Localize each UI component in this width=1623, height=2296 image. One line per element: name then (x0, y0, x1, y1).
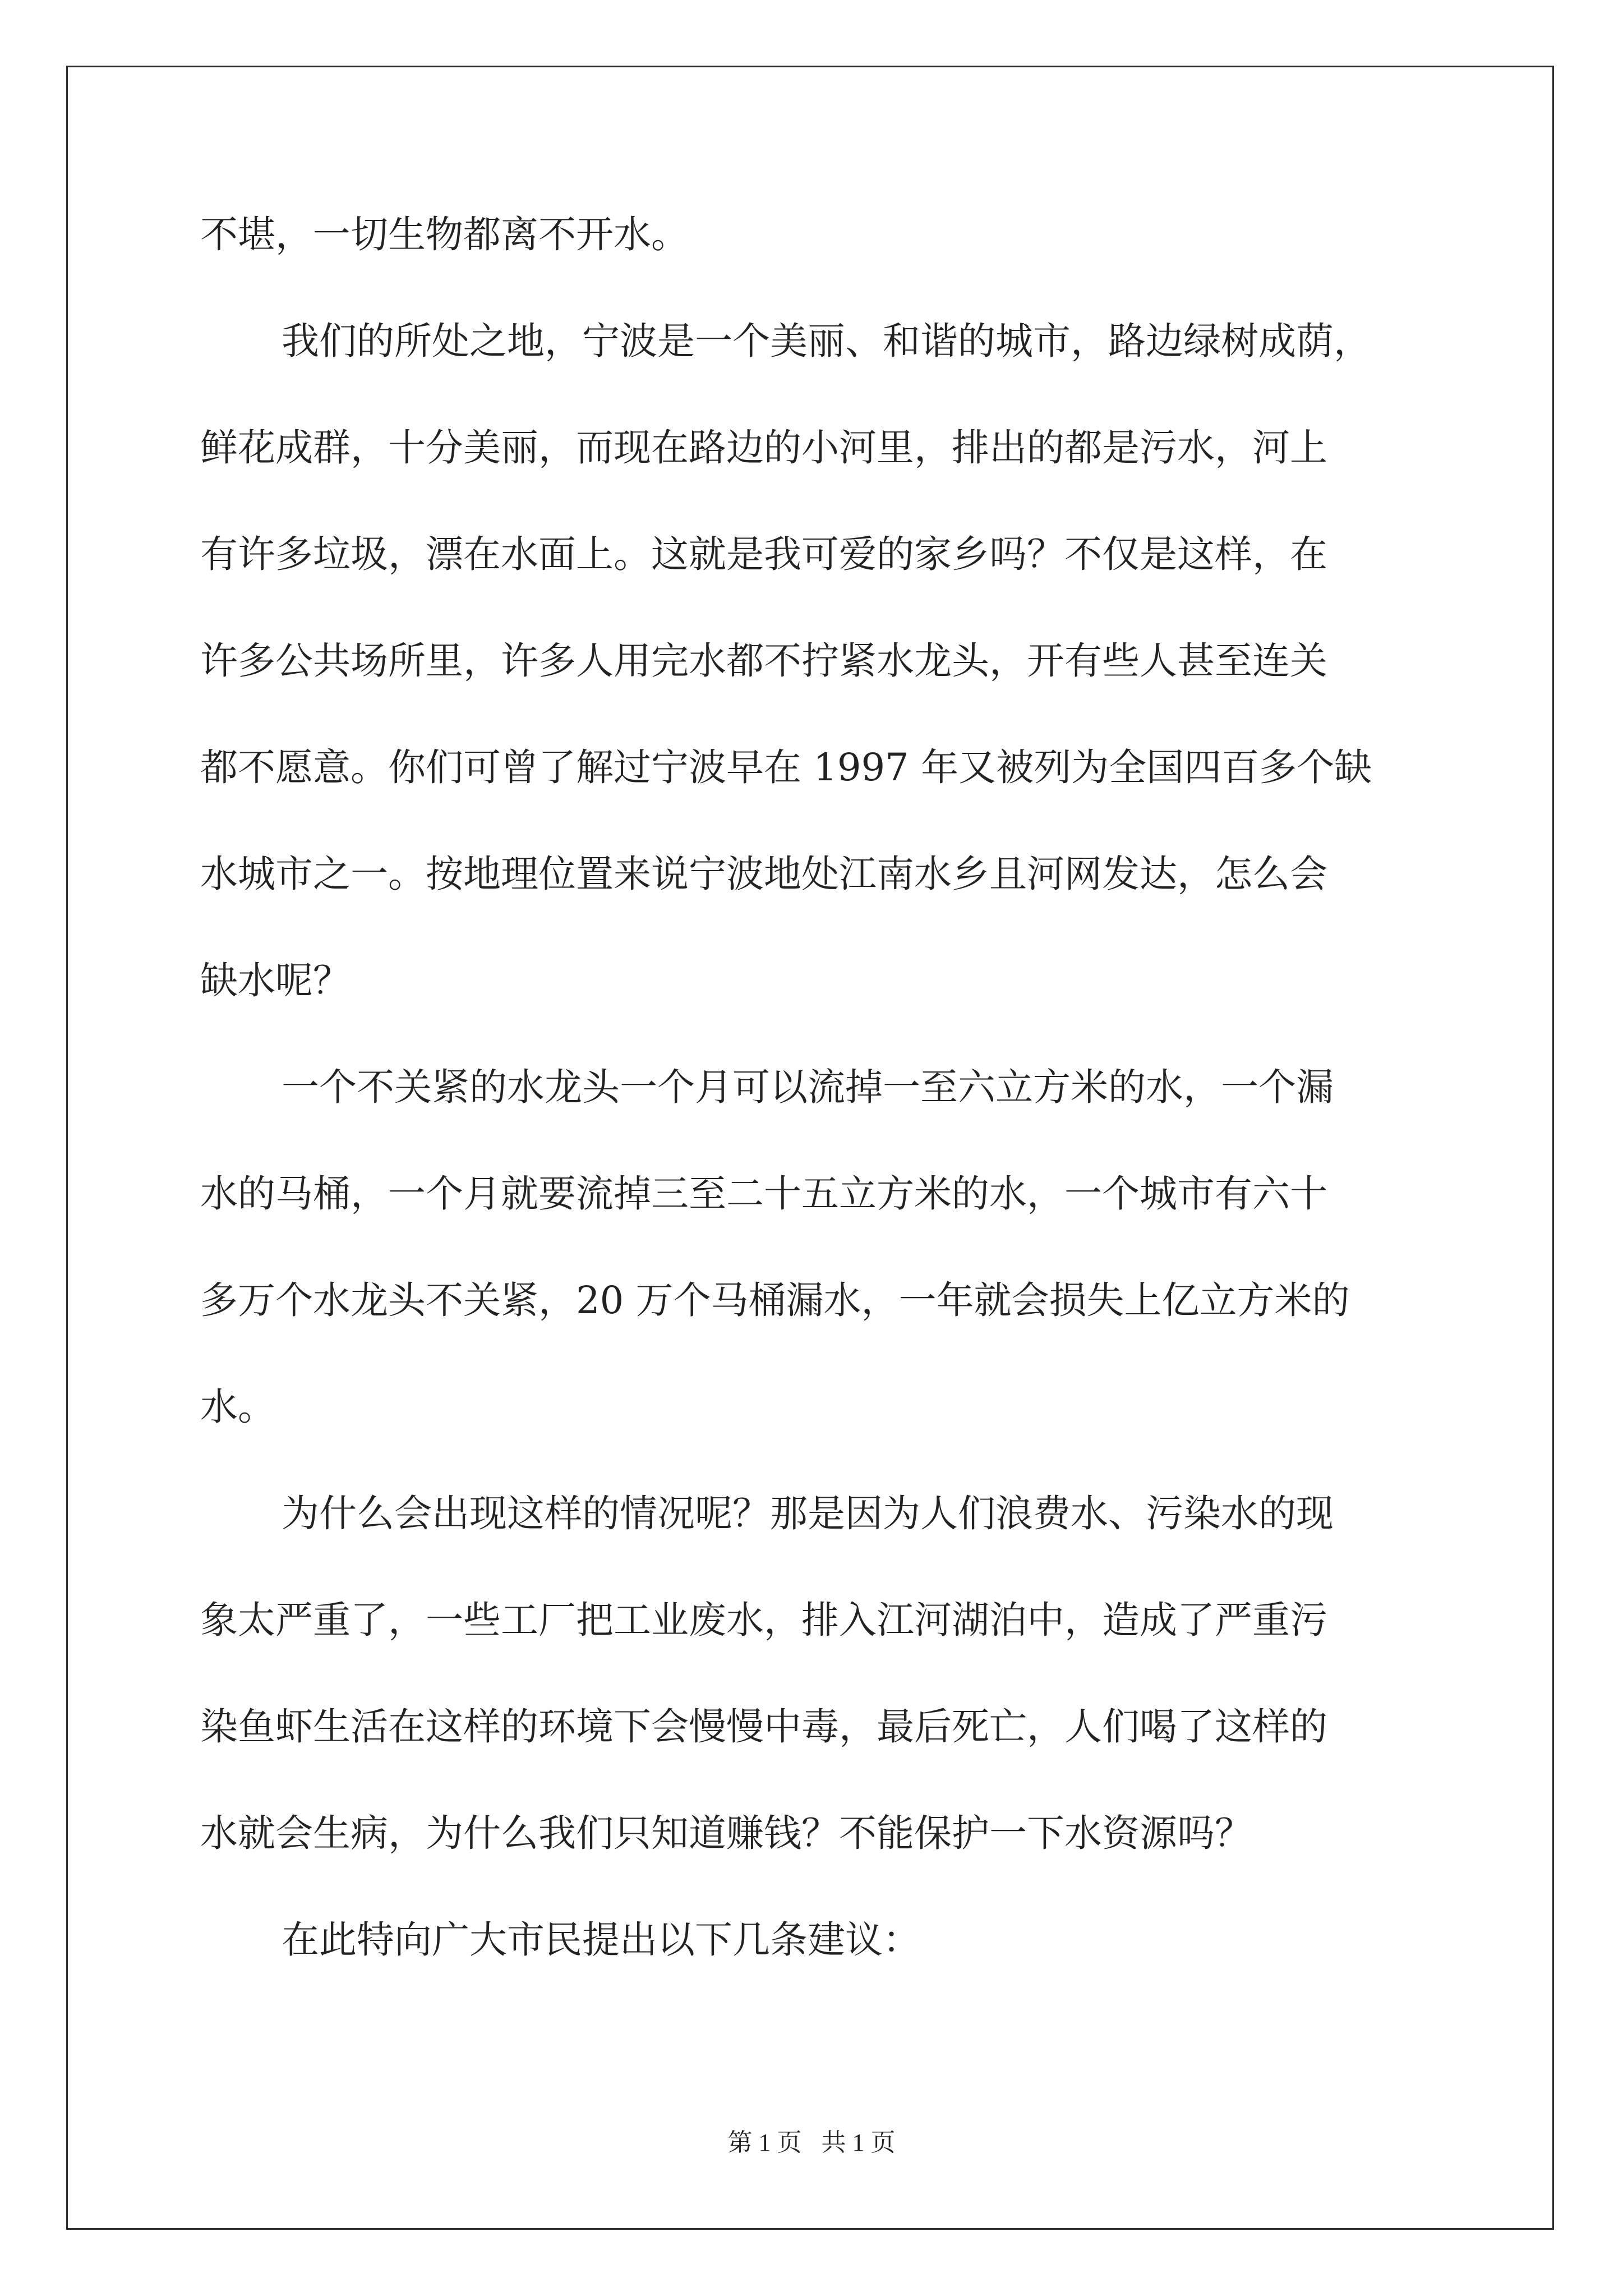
text-line: 多万个水龙头不关紧，20 万个马桶漏水，一年就会损失上亿立方米的 (200, 1278, 1350, 1322)
paragraph-start-line: 在此特向广大市民提出以下几条建议： (282, 1918, 920, 1962)
text-line: 水就会生病，为什么我们只知道赚钱？不能保护一下水资源吗？ (200, 1811, 1252, 1855)
page-footer (0, 2126, 1623, 2160)
text-line: 水。 (200, 1385, 275, 1429)
text-line: 许多公共场所里，许多人用完水都不拧紧水龙头，开有些人甚至连关 (200, 639, 1327, 683)
paragraph-start-line: 一个不关紧的水龙头一个月可以流掉一至六立方米的水，一个漏 (282, 1065, 1334, 1109)
text-line: 水的马桶，一个月就要流掉三至二十五立方米的水，一个城市有六十 (200, 1172, 1327, 1216)
paragraph-start-line: 为什么会出现这样的情况呢？那是因为人们浪费水、污染水的现 (282, 1492, 1334, 1535)
text-line: 都不愿意。你们可曾了解过宁波早在 1997 年又被列为全国四百多个缺 (200, 746, 1372, 789)
text-line: 鲜花成群，十分美丽，而现在路边的小河里，排出的都是污水，河上 (200, 426, 1327, 470)
paragraph-start-line: 我们的所处之地，宁波是一个美丽、和谐的城市，路边绿树成荫， (282, 319, 1371, 363)
text-line: 有许多垃圾，漂在水面上。这就是我可爱的家乡吗？不仅是这样，在 (200, 532, 1327, 576)
text-line: 不堪，一切生物都离不开水。 (200, 213, 689, 256)
text-line: 象太严重了，一些工厂把工业废水，排入江河湖泊中，造成了严重污 (200, 1598, 1327, 1642)
page-number: 第 1 页 (727, 2129, 802, 2156)
text-line: 水城市之一。按地理位置来说宁波地处江南水乡且河网发达，怎么会 (200, 852, 1327, 896)
text-line: 缺水呢？ (200, 959, 351, 1002)
text-line: 染鱼虾生活在这样的环境下会慢慢中毒，最后死亡，人们喝了这样的 (200, 1705, 1327, 1749)
page-border (66, 66, 1554, 2230)
page-total: 共 1 页 (821, 2129, 896, 2156)
